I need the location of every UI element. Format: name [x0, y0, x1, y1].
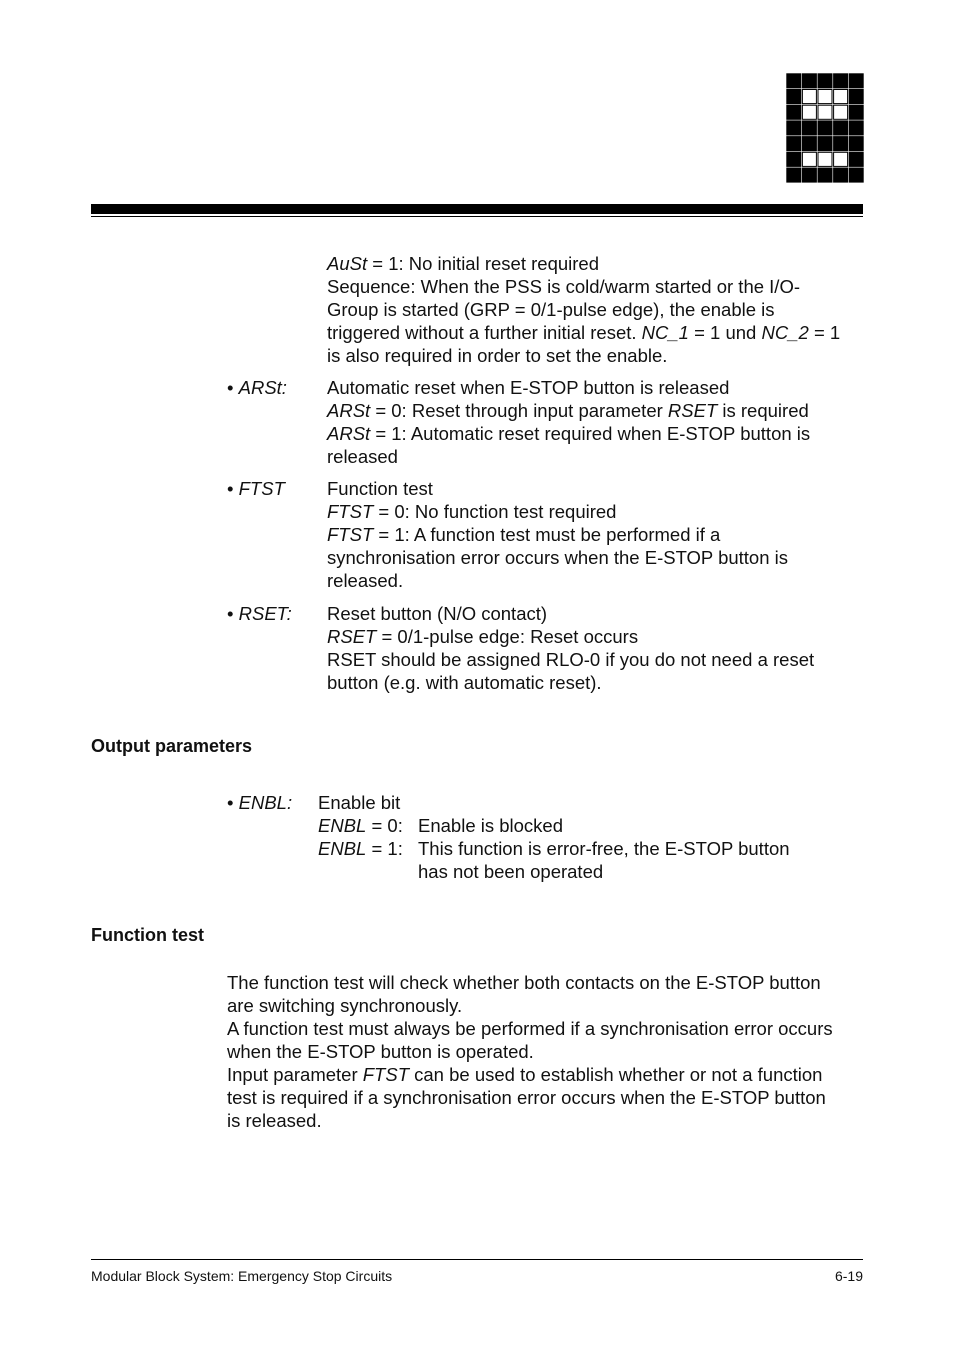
logo-square [818, 137, 832, 151]
logo-square [802, 74, 816, 88]
arst-label: • ARSt: [227, 377, 287, 398]
logo-square [849, 168, 863, 182]
ftst-line-3: FTST = 1: A function test must be performed if a [327, 524, 721, 545]
logo-square [802, 121, 816, 135]
arst-line-4: released [327, 446, 398, 467]
logo-square [834, 137, 848, 151]
logo-square [849, 152, 863, 166]
arst-line-3: ARSt = 1: Automatic reset required when E-STOP button is [327, 423, 811, 444]
logo-square [849, 137, 863, 151]
logo-square [834, 90, 848, 104]
ft-para-line-4: when the E-STOP button is operated. [227, 1041, 534, 1062]
logo-square [834, 105, 848, 119]
footer-title: Modular Block System: Emergency Stop Circuits [91, 1268, 393, 1284]
enbl-line-3-eq: ENBL = 1: [318, 838, 403, 859]
footer-rule [91, 1259, 863, 1260]
logo-square [834, 168, 848, 182]
logo-square [802, 105, 816, 119]
ft-para-line-1: The function test will check whether both contacts on the E-STOP button [227, 972, 821, 993]
ftst-line-5: released. [327, 570, 404, 591]
rset-line-2: RSET = 0/1-pulse edge: Reset occurs [327, 626, 639, 647]
output-parameters-heading: Output parameters [91, 736, 253, 756]
logo-square [802, 168, 816, 182]
ft-para-line-2: are switching synchronously. [227, 995, 463, 1016]
logo-square [834, 74, 848, 88]
logo-square [802, 152, 816, 166]
enbl-label: • ENBL: [227, 792, 293, 813]
logo-square [787, 105, 801, 119]
enbl-line-4-text: has not been operated [418, 861, 604, 882]
logo-square [834, 152, 848, 166]
logo-square [802, 137, 816, 151]
logo-square [818, 168, 832, 182]
company-logo [786, 73, 864, 183]
logo-square [787, 121, 801, 135]
page-number: 6-19 [834, 1268, 863, 1284]
logo-square [849, 121, 863, 135]
ftst-label: • FTST [227, 478, 285, 499]
aust-line-3: Group is started (GRP = 0/1-pulse edge), the enable is [327, 299, 775, 320]
logo-square [818, 152, 832, 166]
logo-square [834, 121, 848, 135]
ft-para-line-6: test is required if a synchronisation error occurs when the E-STOP button [227, 1087, 826, 1108]
logo-square [818, 121, 832, 135]
logo-square [818, 74, 832, 88]
logo-square [818, 105, 832, 119]
logo-square [787, 152, 801, 166]
arst-line-2: ARSt = 0: Reset through input parameter RSET is required [327, 400, 809, 421]
rset-label: • RSET: [227, 603, 292, 624]
logo-square [802, 90, 816, 104]
header-rule-thin [91, 216, 863, 217]
ftst-line-1: Function test [327, 478, 433, 499]
enbl-line-2-text: Enable is blocked [418, 815, 564, 836]
logo-square [849, 90, 863, 104]
aust-line-4: triggered without a further initial reset. NC_1 = 1 und NC_2 = 1 [327, 322, 841, 343]
logo-square [787, 168, 801, 182]
ft-para-line-3: A function test must always be performed if a synchronisation error occurs [227, 1018, 833, 1039]
function-test-heading: Function test [91, 925, 204, 945]
enbl-line-3-text: This function is error-free, the E-STOP button [418, 838, 790, 859]
logo-square [849, 105, 863, 119]
rset-line-3: RSET should be assigned RLO-0 if you do not need a reset [327, 649, 815, 670]
logo-square [818, 90, 832, 104]
logo-square [787, 74, 801, 88]
arst-line-1: Automatic reset when E-STOP button is released [327, 377, 730, 398]
ft-para-line-5: Input parameter FTST can be used to establish whether or not a function [227, 1064, 823, 1085]
ft-para-line-7: is released. [227, 1110, 322, 1131]
rset-line-1: Reset button (N/O contact) [327, 603, 548, 624]
logo-square [787, 137, 801, 151]
logo-square [787, 90, 801, 104]
ftst-line-4: synchronisation error occurs when the E-STOP button is [327, 547, 789, 568]
aust-line-5: is also required in order to set the enable. [327, 345, 668, 366]
ftst-line-2: FTST = 0: No function test required [327, 501, 617, 522]
rset-line-4: button (e.g. with automatic reset). [327, 672, 602, 693]
header-rule-thick [91, 204, 863, 214]
logo-square [849, 74, 863, 88]
enbl-line-2-eq: ENBL = 0: [318, 815, 403, 836]
enbl-line-1: Enable bit [318, 792, 401, 813]
aust-line-1: AuSt = 1: No initial reset required [327, 253, 599, 274]
aust-line-2: Sequence: When the PSS is cold/warm started or the I/O- [327, 276, 800, 297]
